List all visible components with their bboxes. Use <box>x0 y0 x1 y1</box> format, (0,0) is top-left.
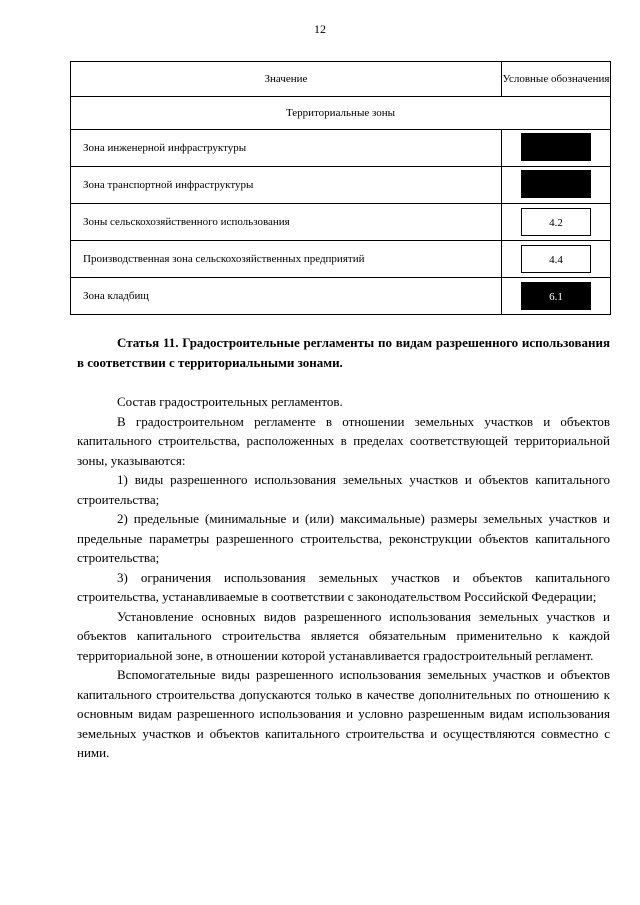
paragraph: 2) предельные (минимальные и (или) максимальные) размеры земельных участков и предельные параметры разрешенного строительства, реконструкции объектов капитального строительства; <box>77 511 610 565</box>
section-row <box>71 97 611 130</box>
zone-symbol: 4.4 <box>521 245 591 273</box>
paragraph: В градостроительном регламенте в отношении земельных участков и объектов капитального строительства, расположенных в пределах соответствующей территориальной зоны, указываются: <box>77 413 610 468</box>
table-row <box>71 167 611 204</box>
paragraph: Установление основных видов разрешенного использования земельных участков и объектов капитального строительства является обязательным применительно к каждой территориальной зоне, в отношении которой устанавливается градостроительный регламент. <box>77 608 610 663</box>
paragraph: 3) ограничения использования земельных участков и объектов капитального строительства, устанавливаемые в соответствии с законодательством Российской Федерации; <box>77 569 610 604</box>
table-row <box>71 130 611 167</box>
zone-symbol: 6.1 <box>521 282 591 310</box>
zone-symbol-cell <box>502 241 611 278</box>
zone-name: Зона кладбищ <box>71 278 502 315</box>
body-text <box>77 333 610 763</box>
zone-name: Зоны сельскохозяйственного использования <box>71 204 502 241</box>
zone-name: Производственная зона сельскохозяйственных предприятий <box>71 241 502 278</box>
zone-symbol: 4.2 <box>521 208 591 236</box>
zone-symbol-cell <box>502 204 611 241</box>
page-number: 12 <box>314 22 326 36</box>
paragraph: Состав градостроительных регламентов. <box>117 394 343 409</box>
zone-symbol-cell <box>502 278 611 315</box>
zones-legend-table <box>70 61 611 315</box>
article-title: Статья 11. Градостроительные регламенты по видам разрешенного использования в соответствии с территориальными зонами. <box>77 335 610 370</box>
section-title: Территориальные зоны <box>71 97 611 130</box>
zone-symbol <box>521 133 591 161</box>
paragraph: 1) виды разрешенного использования земельных участков и объектов капитального строительства; <box>77 472 610 507</box>
table-header-row <box>71 62 611 97</box>
paragraph: Вспомогательные виды разрешенного использования земельных участков и объектов капитального строительства допускаются только в качестве дополнительных по отношению к основным видам разрешенного использования и условно разрешенным видам использования земельных участков и объектов капитального строительства и осуществляются совместно с ними. <box>77 667 610 760</box>
zone-symbol-cell <box>502 167 611 204</box>
header-value: Значение <box>71 62 502 97</box>
table-row <box>71 278 611 315</box>
zone-name: Зона инженерной инфраструктуры <box>71 130 502 167</box>
zone-symbol <box>521 170 591 198</box>
zone-name: Зона транспортной инфраструктуры <box>71 167 502 204</box>
table-row <box>71 241 611 278</box>
table-row <box>71 204 611 241</box>
zone-symbol-cell <box>502 130 611 167</box>
header-symbol: Условные обозначения <box>502 62 611 97</box>
